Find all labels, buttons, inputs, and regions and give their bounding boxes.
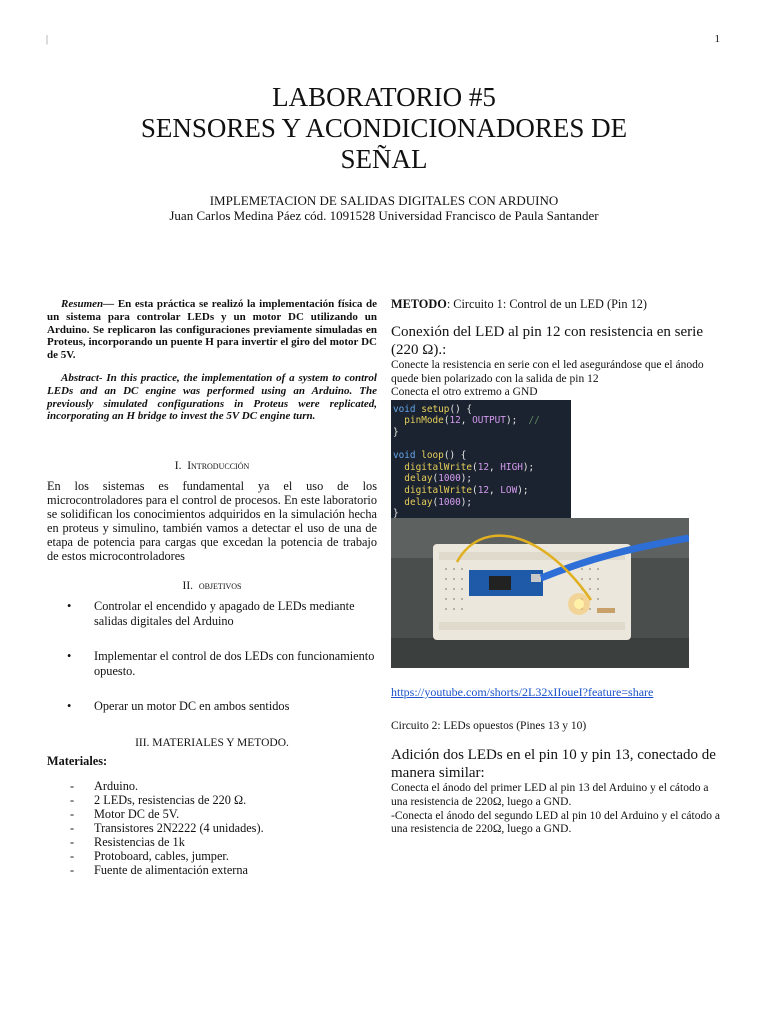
document-title	[60, 82, 708, 175]
abstract-text: En esta práctica se realizó la implementación física de un sistema para controlar LEDs y un motor DC utilizando un Arduino. Se replicaron las configuraciones previamente simuladas en Proteus, incorporando un puente H para invertir el giro del motor DC de 5V.	[47, 298, 377, 362]
intro-text: En los sistemas es fundamental ya el uso de los microcontroladores para el control de procesos. En este laboratorio se solidifican los conocimientos adquiridos en la simulación hecha en proteus y simulino, también vamos a detectar el uso de una de etapa de potencia para cargas que excedan la potencia de trabajo de estos microcontroladores	[47, 479, 377, 564]
document-subtitle	[60, 193, 708, 223]
circuit2-title: Circuito 2: LEDs opuestos (Pines 13 y 10)	[391, 719, 587, 732]
objectives-title: objetivos	[198, 580, 242, 593]
list-item: - Protoboard, cables, jumper.	[47, 849, 377, 863]
abstract-lead: Resumen—	[61, 298, 115, 310]
subtitle-line-1: IMPLEMETACION DE SALIDAS DIGITALES CON ARDUINO	[209, 193, 559, 208]
header-mark: |	[46, 34, 49, 45]
abstract-es	[47, 298, 377, 362]
list-item: - Fuente de alimentación externa	[47, 863, 377, 877]
abstract-en: Abstract- In this practice, the implementation of a system to control LEDs and an DC engine was performed using an Arduino. The previously simulated configurations in Proteus were replicated, incorporating an H bridge to invest the 5V DC engine turn.	[47, 371, 377, 423]
connection-heading: Conexión del LED al pin 12 con resistencia en serie (220 Ω).:	[391, 324, 703, 358]
right-column	[391, 297, 721, 837]
intro-title: Introducción	[187, 460, 250, 473]
intro-number: I.	[174, 460, 182, 473]
code-line: delay(1000);	[404, 496, 473, 508]
title-line-2: SENSORES Y ACONDICIONADORES DE	[140, 113, 628, 143]
list-item: - Resistencias de 1k	[47, 835, 377, 849]
code-line: void loop() {	[393, 450, 467, 462]
code-line: pinMode(12, OUTPUT); //	[404, 415, 540, 427]
list-item: - Motor DC de 5V.	[47, 807, 377, 821]
title-line-1: LABORATORIO #5	[272, 82, 496, 112]
code-line: digitalWrite(12, LOW);	[404, 484, 529, 496]
code-line: digitalWrite(12, HIGH);	[404, 461, 535, 473]
list-item: • Implementar el control de dos LEDs con funcionamiento opuesto.	[47, 649, 377, 679]
step-text: Conecte la resistencia en serie con el led asegurándose que el ánodo quede bien polarizado con la salida de pin 12	[391, 359, 704, 385]
step-text: Conecta el ánodo del primer LED al pin 13 del Arduino y el cátodo a una resistencia de 220Ω, luego a GND.	[391, 782, 709, 808]
intro-heading	[47, 459, 377, 473]
code-screenshot	[391, 400, 571, 518]
code-line	[393, 439, 569, 451]
step-text: Conecta el otro extremo a GND	[391, 386, 538, 399]
code-line: void setup() {	[393, 403, 473, 415]
author-line: Juan Carlos Medina Páez cód. 1091528 Universidad Francisco de Paula Santander	[169, 208, 599, 223]
code-line: }	[393, 508, 399, 518]
list-item: • Controlar el encendido y apagado de LEDs mediante salidas digitales del Arduino	[47, 599, 377, 629]
objectives-heading	[47, 579, 377, 593]
code-line: }	[393, 426, 399, 438]
title-line-3: SEÑAL	[340, 144, 428, 174]
materials-list	[47, 779, 377, 877]
step-text: -Conecta el ánodo del segundo LED al pin 10 del Arduino y el cátodo a una resistencia de 220Ω, luego a GND.	[391, 809, 720, 836]
breadboard-photo	[391, 518, 689, 668]
addition-heading: Adición dos LEDs en el pin 10 y pin 13, conectado de manera similar:	[391, 747, 716, 782]
code-line: delay(1000);	[404, 473, 473, 485]
video-link[interactable]: https://youtube.com/shorts/2L32xIIoueI?feature=share	[391, 684, 654, 699]
list-item: - Transistores 2N2222 (4 unidades).	[47, 821, 377, 835]
list-item: • Operar un motor DC en ambos sentidos	[47, 699, 377, 714]
objectives-number: II.	[182, 580, 194, 593]
page-number: 1	[714, 33, 720, 45]
left-column	[47, 298, 377, 877]
materials-heading: III. MATERIALES Y METODO.	[135, 737, 289, 750]
list-item: - 2 LEDs, resistencias de 220 Ω.	[47, 793, 377, 807]
list-item: - Arduino.	[47, 779, 377, 793]
method-label: METODO	[391, 297, 447, 311]
materials-title: Materiales:	[47, 754, 108, 769]
objectives-list	[47, 599, 377, 714]
circuit1-title: : Circuito 1: Control de un LED (Pin 12)	[446, 297, 647, 311]
method-line	[391, 297, 721, 311]
